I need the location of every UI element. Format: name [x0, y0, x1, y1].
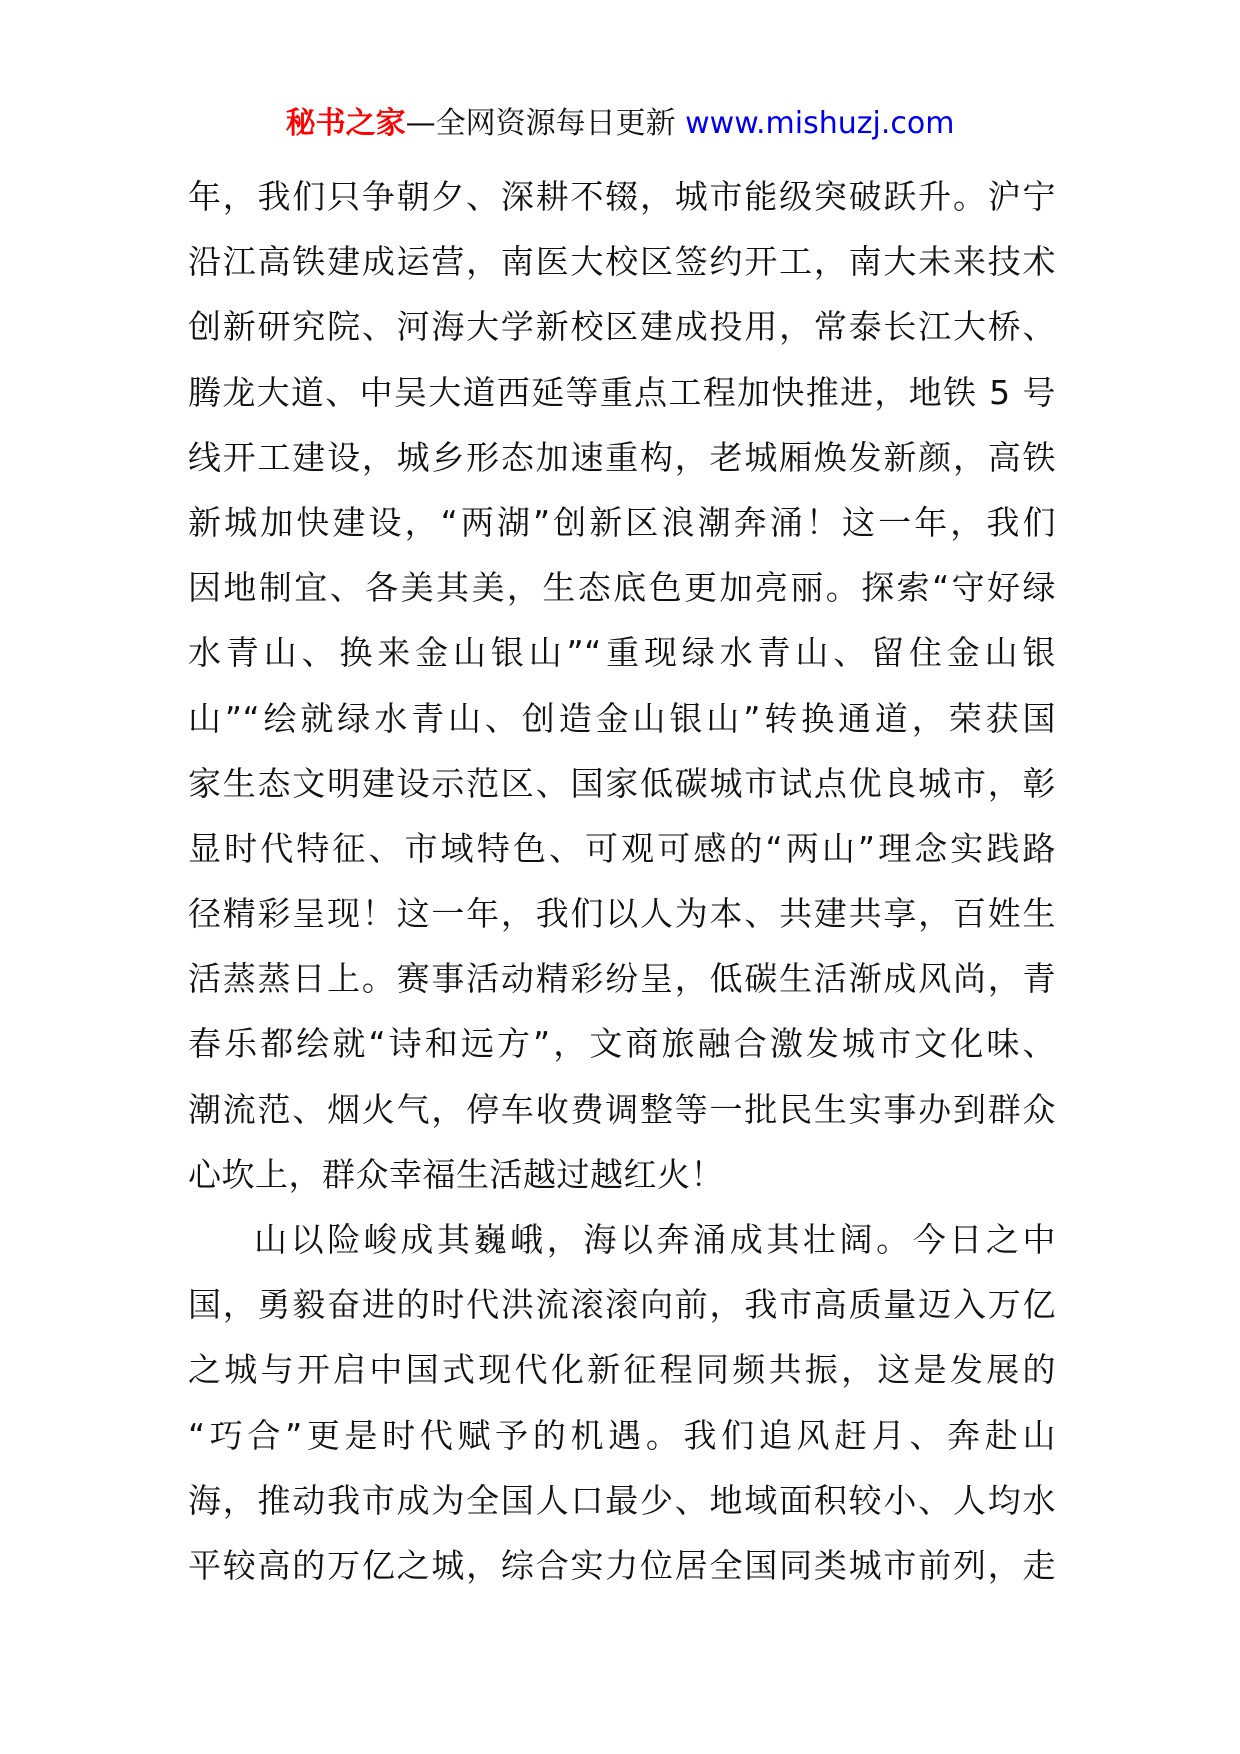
page-header: [0, 104, 1240, 144]
text-line: 腾龙大道、中吴大道西延等重点工程加快推进，地铁 5 号: [188, 372, 1056, 412]
text-line: 海，推动我市成为全国人口最少、地域面积较小、人均水: [188, 1480, 1056, 1520]
brand-name: 秘书之家: [285, 106, 406, 141]
website-link[interactable]: www.mishuzj.com: [685, 106, 955, 141]
text-line: 山”“绘就绿水青山、创造金山银山”转换通道，荣获国: [188, 698, 1056, 738]
text-line: 年，我们只争朝夕、深耕不辍，城市能级突破跃升。沪宁: [188, 177, 1056, 216]
text-line: “巧合”更是时代赋予的机遇。我们追风赶月、奔赴山: [188, 1415, 1056, 1455]
text-line: 平较高的万亿之城，综合实力位居全国同类城市前列，走: [188, 1545, 1056, 1585]
paragraph-start-line: 山以险峻成其巍峨，海以奔涌成其壮阔。今日之中: [254, 1220, 1056, 1259]
text-line: 国，勇毅奋进的时代洪流滚滚向前，我市高质量迈入万亿: [188, 1285, 1056, 1325]
text-line: 潮流范、烟火气，停车收费调整等一批民生实事办到群众: [188, 1089, 1056, 1129]
text-line: 水青山、换来金山银山”“重现绿水青山、留住金山银: [188, 633, 1056, 673]
text-line: 活蒸蒸日上。赛事活动精彩纷呈，低碳生活渐成风尚，青: [188, 959, 1056, 999]
text-line: 因地制宜、各美其美，生态底色更加亮丽。探索“守好绿: [188, 568, 1056, 608]
text-line: 线开工建设，城乡形态加速重构，老城厢焕发新颜，高铁: [188, 437, 1056, 477]
text-line: 春乐都绘就“诗和远方”，文商旅融合激发城市文化味、: [188, 1024, 1056, 1064]
text-line: 之城与开启中国式现代化新征程同频共振，这是发展的: [188, 1350, 1056, 1390]
text-line: 新城加快建设，“两湖”创新区浪潮奔涌！这一年，我们: [188, 502, 1056, 542]
text-line: 沿江高铁建成运营，南医大校区签约开工，南大未来技术: [188, 242, 1056, 282]
paragraph-end-line: 心坎上，群众幸福生活越过越红火！: [188, 1154, 724, 1194]
text-line: 家生态文明建设示范区、国家低碳城市试点优良城市，彰: [188, 763, 1056, 803]
body-text: [188, 164, 1056, 1598]
text-line: 径精彩呈现！这一年，我们以人为本、共建共享，百姓生: [188, 894, 1056, 934]
text-line: 创新研究院、河海大学新校区建成投用，常泰长江大桥、: [188, 307, 1056, 347]
text-line: 显时代特征、市域特色、可观可感的“两山”理念实践路: [188, 828, 1056, 868]
header-tagline: —全网资源每日更新: [405, 106, 686, 141]
